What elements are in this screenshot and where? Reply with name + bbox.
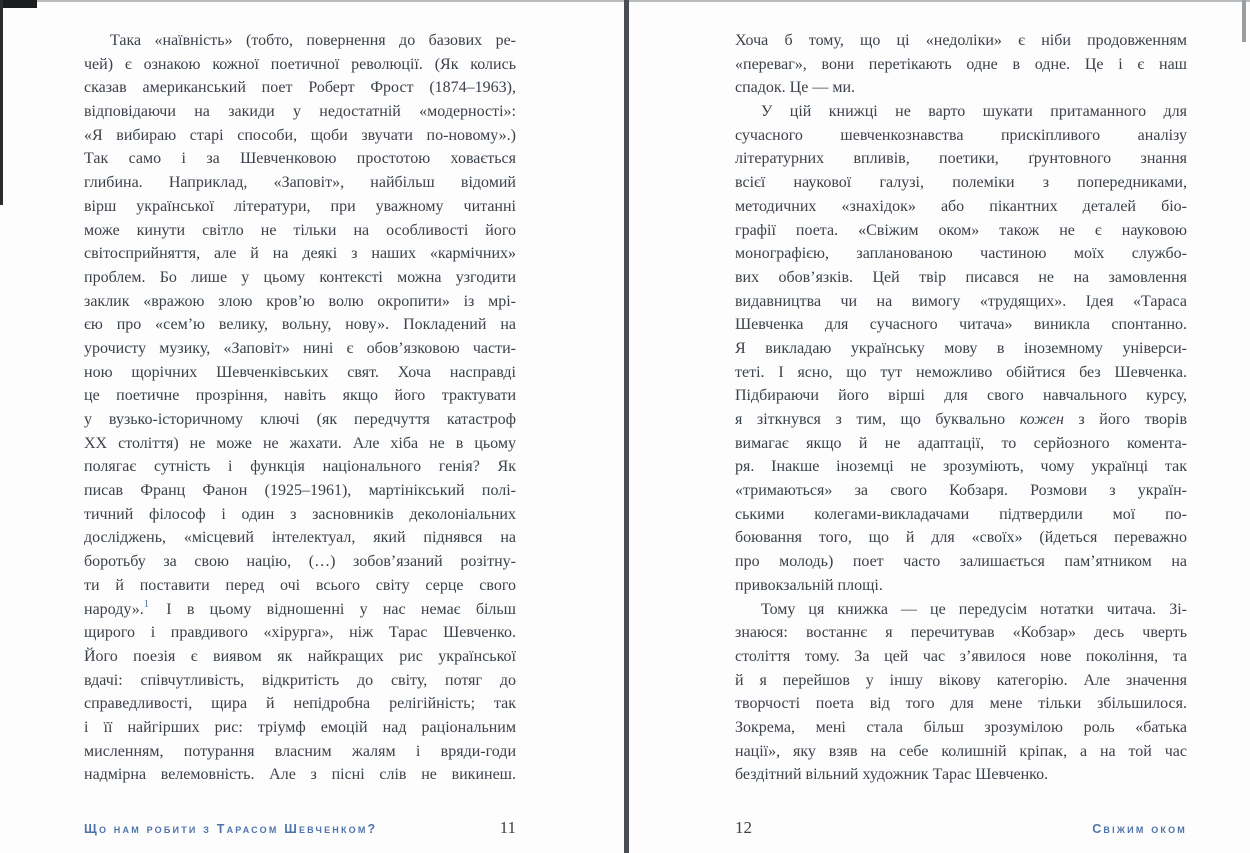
text-line: сучасного шевченкознавства прискіпливого аналізу [735, 126, 1187, 144]
text-line: Підбираючи його вірші для свого навчального курсу, [735, 387, 1187, 405]
text-line: і її найгірших рис: тріумф емоцій над раціональним [84, 718, 516, 736]
text-line: полягає сутність і функція національного генія? Як [84, 458, 516, 476]
text-line: теті. І ясно, що тут неможливо обійтися без Шевченка. [735, 363, 1187, 381]
right-page [629, 0, 1250, 853]
text-line: глибина. Наприклад, «Заповіт», найбільш відомий [84, 174, 516, 192]
text-line: урочисту музику, «Заповіт» нині є обов’язковою части- [84, 339, 516, 357]
text-line: творчості поета від того для мене тільки збільшилося. [735, 695, 1187, 713]
text-line: ськими колегами-викладачами підтвердили мої по- [735, 505, 1187, 523]
text-line: справедливості, щира й непідробна релігійність; так [84, 695, 516, 713]
text-line: нації», яку взяв на себе колишній кріпак, а на той час [735, 742, 1187, 760]
right-page-text [735, 29, 1187, 787]
text-line: боротьбу за свою націю, (…) зобов’язаний розітну- [84, 553, 516, 571]
text-line: монографією, запланованою частиною моїх службо- [735, 245, 1187, 263]
left-page [0, 0, 624, 853]
footnote-ref: 1 [143, 599, 149, 611]
text-line: й я перейшов у іншу вікову категорію. Але значення [735, 671, 1187, 689]
text-line: сказав американський поет Роберт Фрост (1874–1963), [84, 79, 516, 97]
text-line: Шевченка для сучасного читача» виникла спонтанно. [735, 316, 1187, 334]
text-line: заклик «вражою злою кров’ю волю окропити» із мрі- [84, 292, 516, 310]
text-line: ря. Інакше іноземці не зрозуміють, чому українці так [735, 458, 1187, 476]
text-line: ХХ століття) не може не жахати. Але хіба не в цьому [84, 434, 516, 452]
text-line: у вузько-історичному ключі (як передчуття катастроф [84, 411, 516, 428]
text-line: вимагає якщо й не адаптації, то серйозного комента- [735, 434, 1187, 452]
text-line: мисленням, потурання власним жалям і вряди-годи [84, 742, 516, 760]
text-line: проблем. Бо лише у цьому контексті можна узгодити [84, 268, 516, 286]
text-line: може кинути світло не тільки на особливості його [84, 221, 516, 239]
page-number-left: 11 [499, 818, 516, 837]
text-line: всієї наукової галузі, полеміки з попередниками, [735, 174, 1187, 192]
text-line: видавництва чи на вимогу «трудящих». Ідея «Тараса [735, 292, 1187, 310]
text-line: народу».$^1$ І в цьому відношенні у нас немає більш [84, 599, 516, 618]
text-line: ною щорічних Шевченківських свят. Хоча насправді [84, 363, 516, 381]
text-line: методичних «знахідок» або пікантних деталей біо- [735, 197, 1187, 215]
text-line: це поетичне прозріння, навіть якщо його трактувати [84, 387, 516, 405]
text-line: Його поезія є виявом як найкращих рис української [84, 647, 516, 665]
text-line: літературних впливів, поетики, ґрунтовного знання [735, 150, 1187, 168]
text-line: досліджень, «місцевий інтелектуал, який піднявся на [84, 529, 516, 547]
text-line: Я викладаю українську мову в іноземному універси- [735, 339, 1187, 357]
running-title-left: Що нам робити з Тарасом Шевченком? [84, 822, 378, 836]
text-line: вих обов’язків. Цей твір писався не на замовлення [735, 268, 1187, 286]
text-line: вдачі: співчутливість, відкритість до світу, потяг до [84, 671, 516, 689]
text-line: століття тому. За цей час з’явилося нове покоління, та [735, 647, 1187, 665]
text-line: «тримаються» за свого Кобзаря. Розмови з україн- [735, 482, 1187, 500]
text-line: про молодь) поет часто залишається пам’ятником на [735, 553, 1187, 571]
right-page-footer [735, 818, 1187, 844]
text-line: Хоча б тому, що ці «недоліки» є ніби продовженням [735, 32, 1187, 49]
text-line: чей) є ознакою кожної поетичної революції. (Як колись [84, 55, 516, 73]
left-page-text [84, 29, 516, 787]
text-line: Зокрема, мені стала більш зрозумілою роль «батька [735, 718, 1187, 736]
text-line: привокзальній площі. [735, 576, 883, 594]
text-line: боювання того, що й для «своїх» (йдеться переважно [735, 529, 1187, 547]
running-title-right: Свіжим оком [1092, 822, 1187, 836]
page-number-right: 12 [735, 818, 752, 837]
text-line: «Я вибираю старі способи, щоби звучати по-новому».) [84, 126, 516, 144]
text-line: відповідаючи на закиди у недостатній «модерності»: [84, 103, 516, 121]
text-line: надмірна велемовність. Але з пісні слів не викинеш. [84, 766, 516, 784]
text-line: Тому ця книжка — це передусім нотатки читача. Зі- [761, 600, 1187, 618]
text-line: світосприйняття, але й на деякі з наших «кармічних» [84, 245, 516, 263]
text-line: «переваг», вони перетікають одне в одне. Це і є наш [735, 55, 1187, 73]
text-line: знаюся: востаннє я перечитував «Кобзар» десь чверть [735, 624, 1187, 642]
text-line: Така «наївність» (тобто, повернення до базових ре- [110, 32, 516, 49]
text-line: бездітний вільний художник Тарас Шевченко. [735, 766, 1049, 784]
text-line: щирого і правдивого «хірурга», ніж Тарас Шевченко. [84, 624, 516, 642]
text-line: єю про «сем’ю велику, вольну, нову». Покладений на [84, 316, 516, 334]
text-line: я зіткнувся з тим, що буквально кожен з його творів [735, 411, 1187, 428]
text-line: ти й поставити перед очі всього світу серце свого [84, 576, 516, 594]
text-line: вірш української літератури, при уважному читанні [84, 197, 516, 215]
text-line: У цій книжці не варто шукати притаманного для [761, 103, 1187, 121]
left-page-footer [84, 818, 516, 844]
text-line: писав Франц Фанон (1925–1961), мартінікський полі- [84, 482, 516, 500]
text-line: спадок. Це — ми. [735, 79, 856, 97]
text-line: тичний філософ і один з засновників деколоніальних [84, 505, 516, 523]
text-line: Так само і за Шевченковою простотою ховається [84, 150, 516, 168]
text-line: графії поета. «Свіжим оком» також не є науковою [735, 221, 1187, 239]
